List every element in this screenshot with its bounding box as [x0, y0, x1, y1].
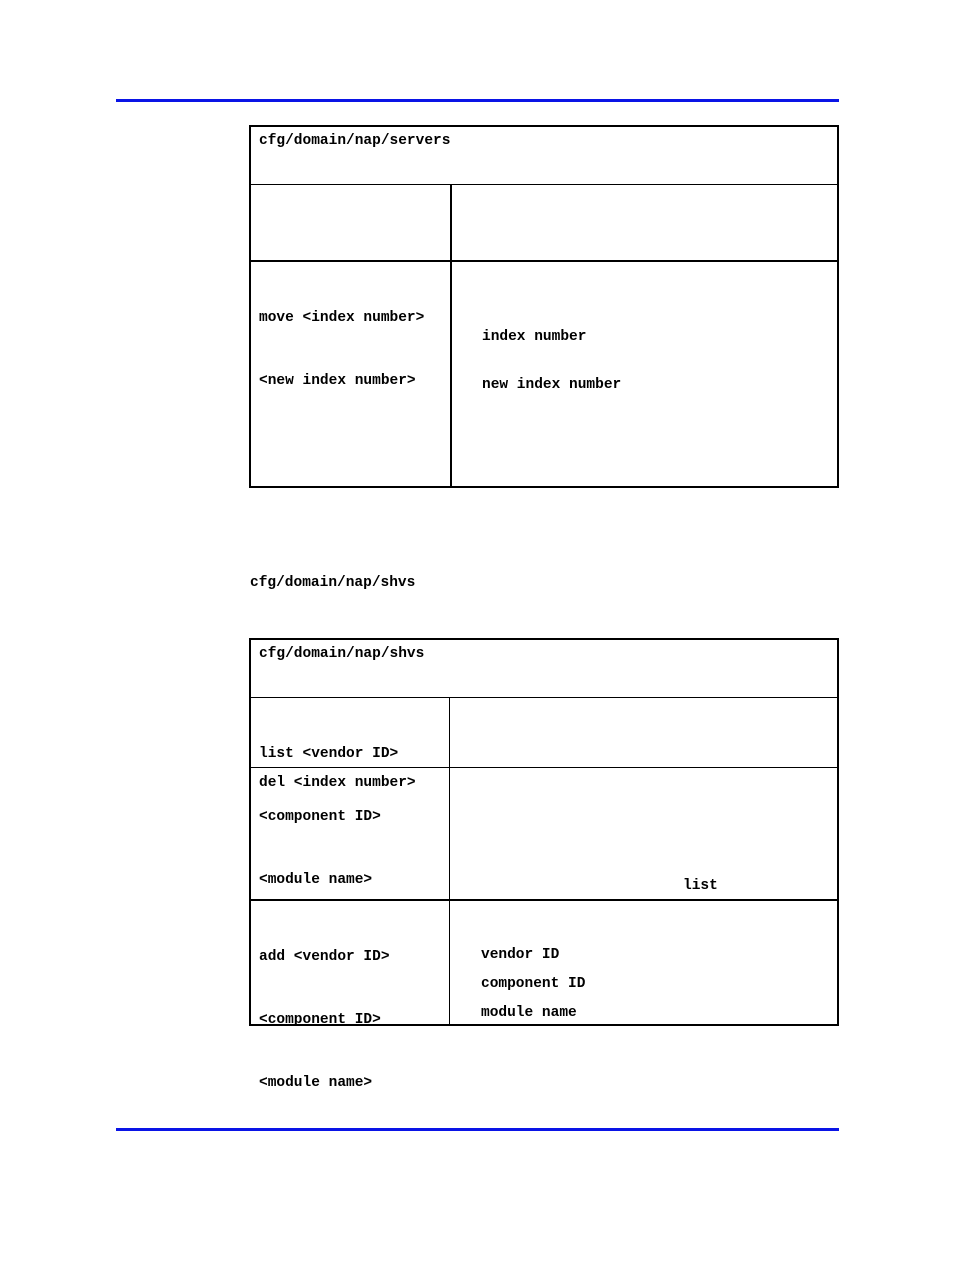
column-divider: [450, 184, 452, 486]
footer-rule: [116, 1128, 839, 1131]
param-component-id: component ID: [481, 976, 586, 992]
desc-keyword-list: list: [683, 878, 718, 894]
table-header-path: cfg/domain/nap/shvs: [259, 646, 425, 662]
servers-command-table: [249, 125, 839, 488]
param-module-name: module name: [481, 1005, 577, 1021]
command-add: add <vendor ID> <component ID> <module name>: [259, 949, 390, 1091]
param-index-number: index number: [482, 329, 587, 345]
row-divider: [251, 899, 837, 901]
row-divider: [251, 697, 837, 698]
shvs-command-table: [249, 638, 839, 1091]
row-divider: [251, 767, 837, 768]
header-rule: [116, 99, 839, 102]
command-list: list <vendor ID> <component ID> <module name>: [259, 746, 399, 888]
param-vendor-id: vendor ID: [481, 947, 560, 963]
command-move: move <index number> <new index number>: [259, 310, 425, 389]
row-divider: [251, 184, 837, 185]
column-divider: [449, 697, 450, 1024]
section-path: cfg/domain/nap/shvs: [250, 575, 416, 591]
param-new-index-number: new index number: [482, 377, 622, 393]
command-del: del <index number>: [259, 775, 416, 791]
table-header-path: cfg/domain/nap/servers: [259, 133, 451, 149]
row-divider: [251, 260, 837, 262]
